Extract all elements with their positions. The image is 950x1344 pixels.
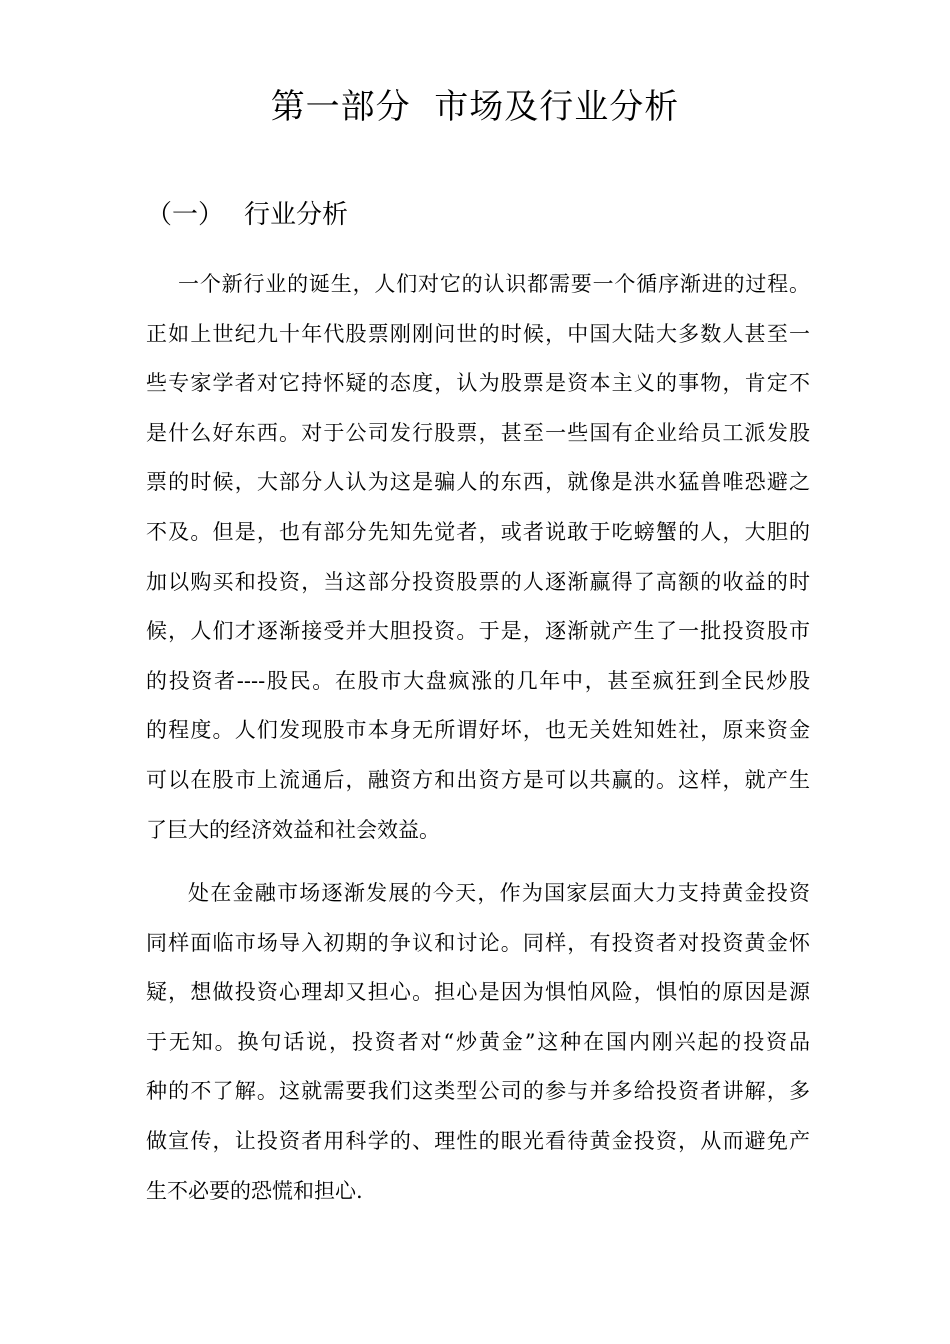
paragraph-line: 疑，想做投资心理却又担心。担心是因为惧怕风险，惧怕的原因是源 bbox=[146, 980, 810, 1005]
page-title: 第一部分 市场及行业分析 bbox=[270, 87, 680, 127]
section-title: 行业分析 bbox=[244, 200, 349, 230]
paragraph-line: 票的时候，大部分人认为这是骗人的东西，就像是洪水猛兽唯恐避之 bbox=[146, 470, 810, 495]
paragraph-line: 的程度。人们发现股市本身无所谓好坏，也无关姓知姓社，原来资金 bbox=[146, 718, 810, 743]
body-paragraph bbox=[146, 260, 810, 855]
paragraph-line: 正如上世纪九十年代股票刚刚问世的时候，中国大陆大多数人甚至一 bbox=[146, 321, 810, 346]
paragraph-line: 于无知。换句话说，投资者对“炒黄金”这种在国内刚兴起的投资品 bbox=[146, 1029, 810, 1054]
paragraph-line: 种的不了解。这就需要我们这类型公司的参与并多给投资者讲解，多 bbox=[146, 1079, 810, 1104]
section-number: （一） bbox=[146, 200, 225, 230]
paragraph-line: 可以在股市上流通后，融资方和出资方是可以共赢的。这样，就产生 bbox=[146, 767, 810, 792]
body-paragraph bbox=[146, 869, 810, 1216]
paragraph-line: 做宣传，让投资者用科学的、理性的眼光看待黄金投资，从而避免产 bbox=[146, 1128, 810, 1153]
paragraph-line: 了巨大的经济效益和社会效益。 bbox=[146, 817, 440, 842]
paragraph-line: 同样面临市场导入初期的争议和讨论。同样，有投资者对投资黄金怀 bbox=[146, 930, 810, 955]
paragraph-line: 生不必要的恐慌和担心. bbox=[146, 1178, 363, 1203]
paragraph-line: 是什么好东西。对于公司发行股票，甚至一些国有企业给员工派发股 bbox=[146, 420, 810, 445]
paragraph-line: 加以购买和投资，当这部分投资股票的人逐渐赢得了高额的收益的时 bbox=[146, 569, 810, 594]
paragraph-line: 处在金融市场逐渐发展的今天，作为国家层面大力支持黄金投资 bbox=[188, 881, 810, 905]
section-heading bbox=[146, 195, 348, 235]
paragraph-line: 一个新行业的诞生，人们对它的认识都需要一个循序渐进的过程。 bbox=[178, 272, 810, 296]
paragraph-line: 的投资者----股民。在股市大盘疯涨的几年中，甚至疯狂到全民炒股 bbox=[146, 668, 810, 693]
paragraph-line: 不及。但是，也有部分先知先觉者，或者说敢于吃螃蟹的人，大胆的 bbox=[146, 519, 810, 544]
paragraph-line: 候，人们才逐渐接受并大胆投资。于是，逐渐就产生了一批投资股市 bbox=[146, 619, 810, 644]
paragraph-line: 些专家学者对它持怀疑的态度，认为股票是资本主义的事物，肯定不 bbox=[146, 371, 810, 396]
